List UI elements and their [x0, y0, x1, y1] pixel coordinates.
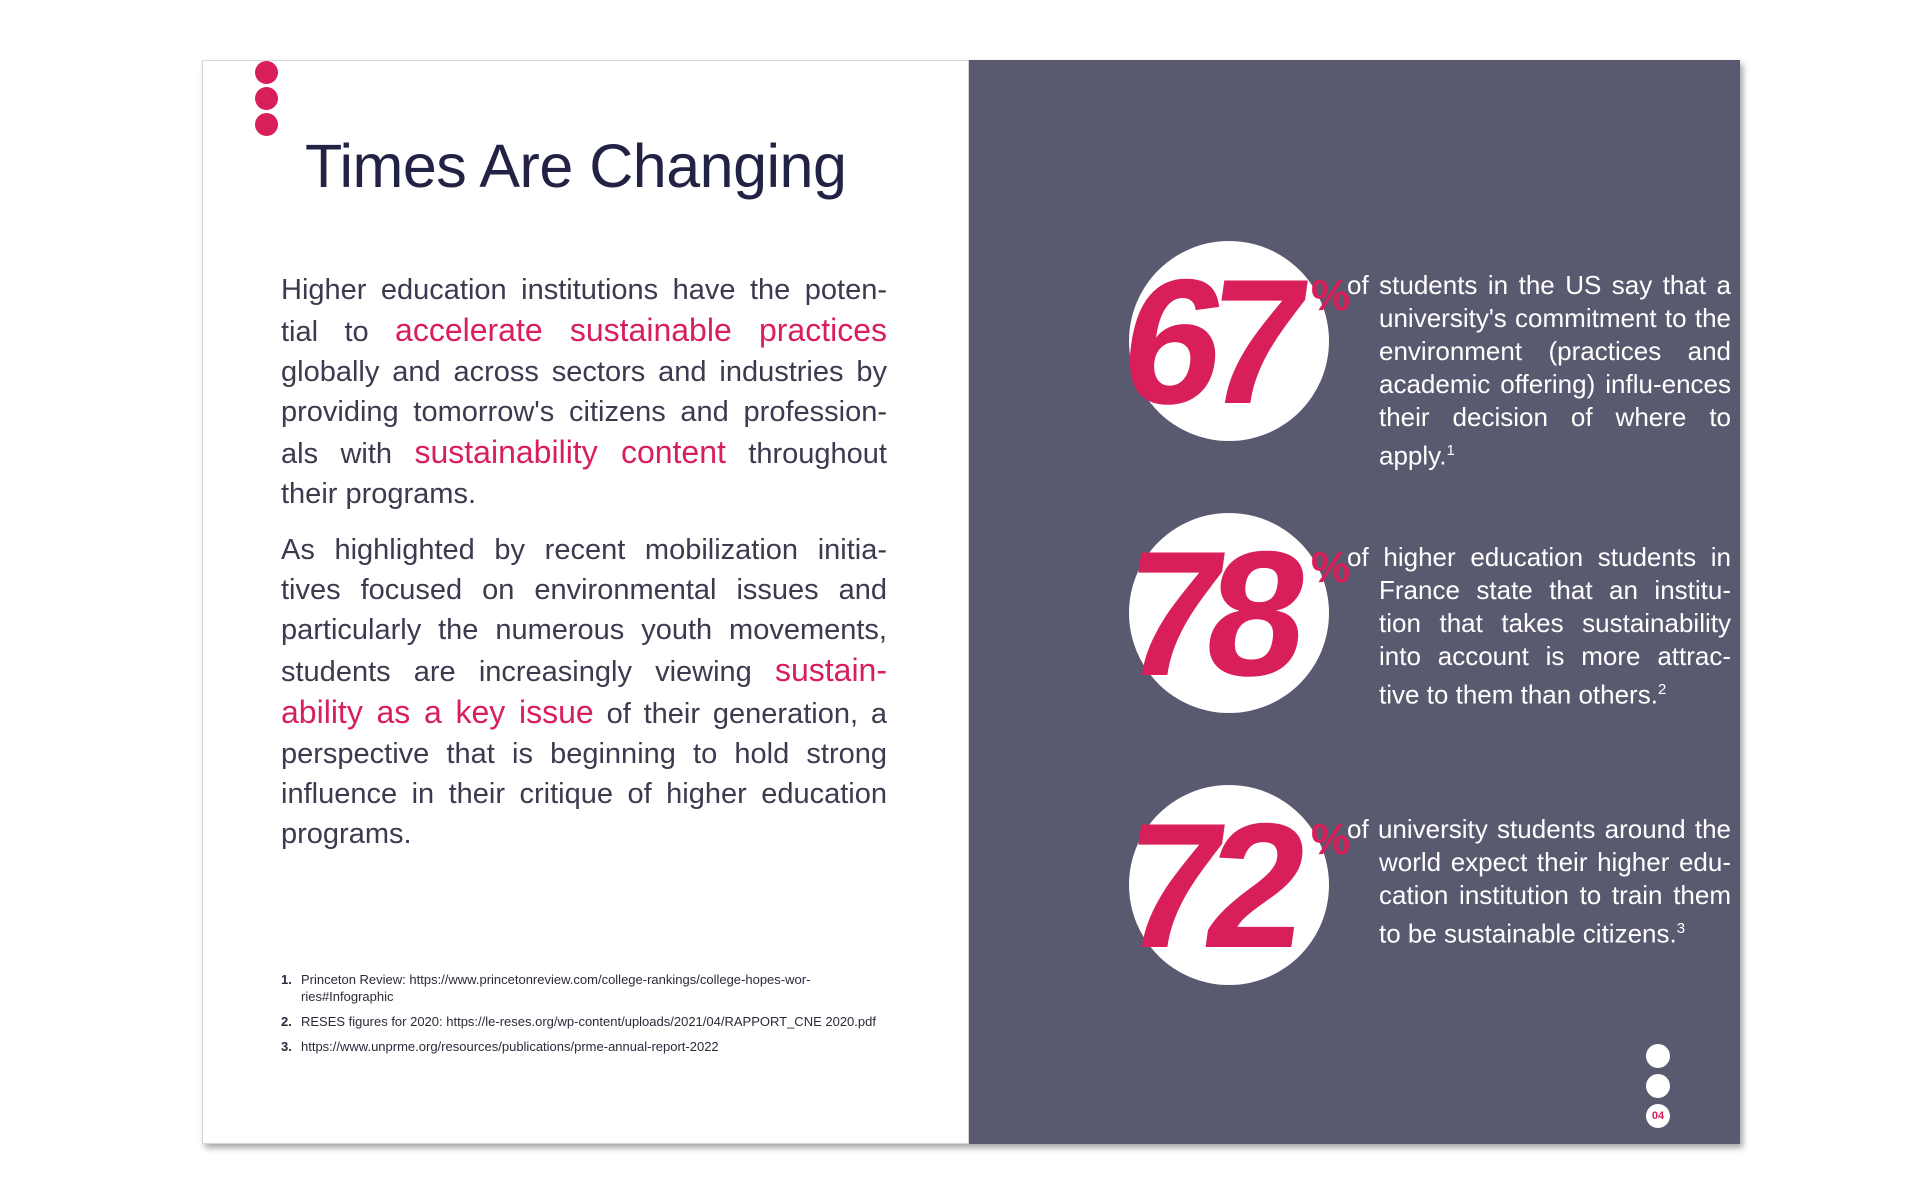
stat-block-78	[1049, 513, 1731, 723]
stat-number: 67	[1111, 242, 1306, 441]
decor-dot-1	[255, 61, 278, 84]
reference-number: 2.	[281, 1014, 292, 1029]
percent-sign: %	[1311, 815, 1351, 864]
stat-number: 78	[1111, 514, 1306, 713]
stat-text: of students in the US say that a university's commitment to the environment (practices and academic offering) influ-ences their decision of where to apply.	[1347, 270, 1731, 471]
footnote-marker: 2	[1657, 681, 1667, 698]
stat-description	[1347, 269, 1731, 473]
left-page	[202, 60, 969, 1144]
footnote-marker: 1	[1446, 442, 1455, 459]
intro-paragraph	[281, 270, 887, 514]
stat-number: 72	[1111, 786, 1306, 985]
mobilization-text-1: As highlighted by recent mobilization initia-tives focused on environmental issues and particularly the numerous youth movements, students are increasingly viewing	[281, 534, 887, 688]
reference-item	[281, 1013, 887, 1030]
stat-description	[1347, 813, 1731, 951]
decor-dot-2	[255, 87, 278, 110]
stat-description	[1347, 541, 1731, 712]
stat-text: of higher education students in France state that an institu-tion that takes sustainability into account is more attrac-tive to them than others.	[1347, 542, 1731, 710]
mobilization-text-2: of their generation, a perspective that is beginning to hold strong influence in their critique of higher education programs.	[281, 698, 887, 850]
intro-text-1: Higher education institutions have the poten-tial to	[281, 274, 887, 348]
references-list	[281, 971, 887, 1063]
reference-item	[281, 1038, 887, 1055]
intro-text-2: globally and across sectors and industries by providing tomorrow's citizens and profession-als with	[281, 356, 887, 470]
stat-block-67	[1049, 241, 1731, 471]
stat-block-72	[1049, 785, 1731, 995]
footnote-marker: 3	[1676, 920, 1686, 937]
percent-sign: %	[1311, 271, 1351, 320]
decor-dot-white-2	[1646, 1074, 1670, 1098]
right-page	[969, 60, 1740, 1144]
highlight-key-issue: sustain-ability as a key issue	[281, 652, 887, 730]
highlight-sustainability-content: sustainability content	[414, 434, 726, 470]
brochure-spread	[202, 60, 1740, 1144]
decor-dot-3	[255, 113, 278, 136]
reference-number: 3.	[281, 1039, 292, 1054]
stat-text: of university students around the world expect their higher edu-cation institution to train them to be sustainable citizens.	[1347, 814, 1731, 949]
percent-sign: %	[1311, 543, 1351, 592]
page-number: 04	[1646, 1104, 1670, 1128]
reference-text: RESES figures for 2020: https://le-reses.org/wp-content/uploads/2021/04/RAPPORT_CNE 2020.pdf	[301, 1014, 876, 1029]
reference-item	[281, 971, 887, 1005]
intro-text-3: throughout their programs.	[281, 438, 887, 510]
reference-text: https://www.unprme.org/resources/publications/prme-annual-report-2022	[301, 1039, 719, 1054]
reference-number: 1.	[281, 972, 292, 987]
decor-dot-white-1	[1646, 1044, 1670, 1068]
highlight-accelerate: accelerate sustainable practices	[395, 312, 888, 348]
page-title: Times Are Changing	[305, 132, 847, 200]
reference-text: Princeton Review: https://www.princetonreview.com/college-rankings/college-hopes-wor-ries#Infographic	[301, 972, 811, 1004]
mobilization-paragraph	[281, 530, 887, 854]
